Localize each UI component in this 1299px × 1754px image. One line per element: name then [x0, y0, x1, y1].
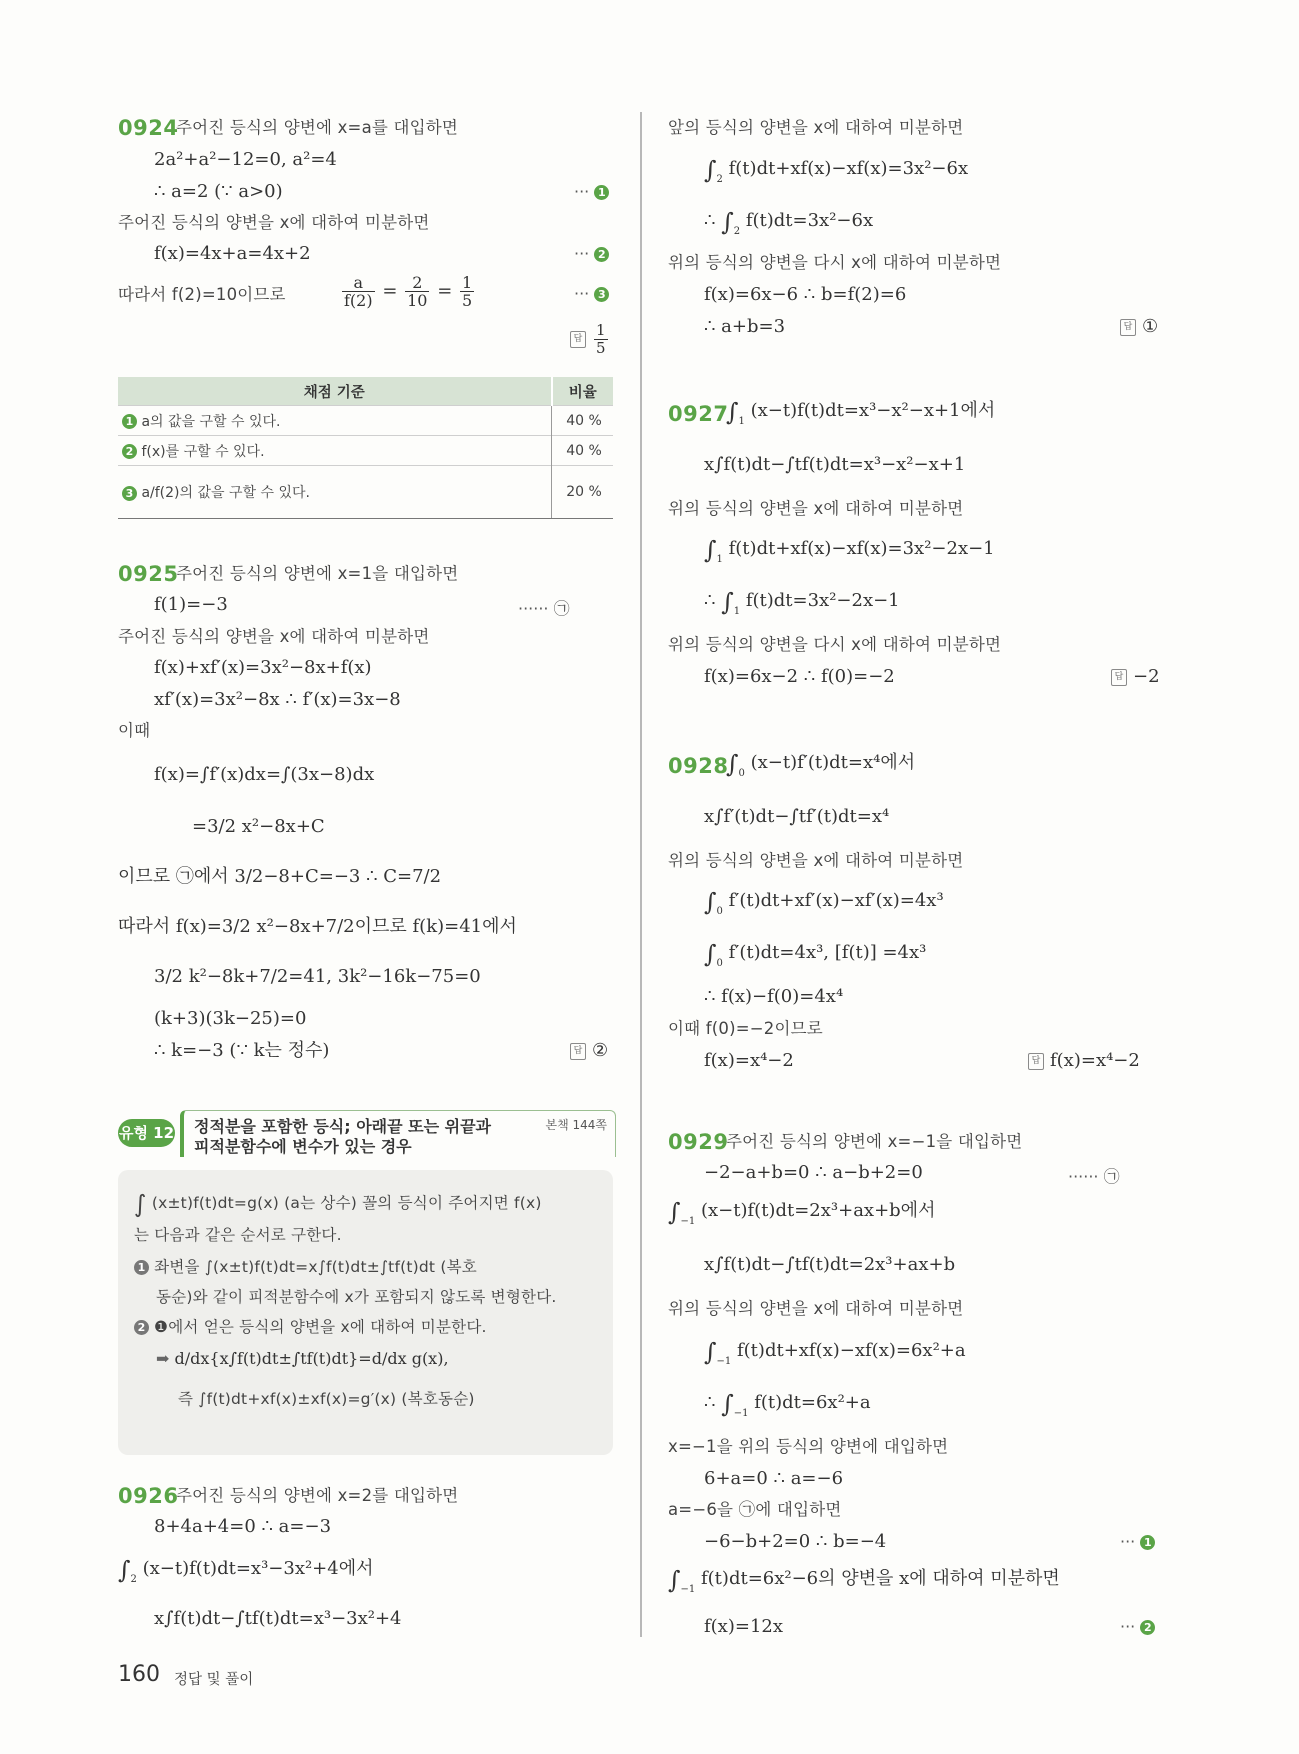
r-line2: $\int_2$ f(t)dt+xf(x)−xf(x)=3x²−6x: [704, 156, 969, 185]
marker-a: ······ ㉠: [518, 599, 570, 618]
summary-line2: 는 다음과 같은 순서로 구한다.: [134, 1226, 342, 1244]
p0924-line3: ∴ a=2 (∵ a>0): [154, 181, 283, 202]
summary-line1: ∫ (x±t)f(t)dt=g(x) (a는 상수) 꼴의 등식이 주어지면 f(x): [134, 1190, 542, 1218]
summary-line3: 1 좌변을 ∫(x±t)f(t)dt=x∫f(t)dt±∫tf(t)dt (복호: [134, 1256, 477, 1278]
answer-0927: 답 −2: [1111, 666, 1160, 687]
step-marker-3: ··· 3: [574, 284, 609, 303]
p0929-line8: x=−1을 위의 등식의 양변에 대입하면: [668, 1437, 949, 1456]
table-row: 3 a/f(2)의 값을 구할 수 있다. 20 %: [118, 466, 613, 519]
p0925-line3: 주어진 등식의 양변을 x에 대하여 미분하면: [118, 627, 430, 646]
table-row: 2 f(x)를 구할 수 있다. 40 %: [118, 436, 613, 466]
problem-number-0926: 0926: [118, 1484, 179, 1508]
page-number: 160: [118, 1662, 160, 1687]
column-divider: [640, 112, 642, 1637]
p0925-line8: =3/2 x²−8x+C: [192, 816, 325, 837]
r-line4: 위의 등식의 양변을 다시 x에 대하여 미분하면: [668, 253, 1002, 272]
p0925-line10: 따라서 f(x)=3/2 x²−8x+7/2이므로 f(k)=41에서: [118, 916, 517, 937]
p0925-line4: f(x)+xf′(x)=3x²−8x+f(x): [154, 657, 372, 678]
p0924-line5: f(x)=4x+a=4x+2: [154, 243, 311, 264]
step-marker-2: ··· 2: [1120, 1617, 1155, 1636]
problem-number-0928: 0928: [668, 754, 729, 778]
p0924-line2: 2a²+a²−12=0, a²=4: [154, 149, 337, 170]
p0929-line7: ∴ $\int_{-1}$ f(t)dt=6x²+a: [704, 1390, 871, 1419]
textbook-reference: 본책 144쪽: [545, 1118, 607, 1132]
p0925-line11: 3/2 k²−8k+7/2=41, 3k²−16k−75=0: [154, 966, 481, 987]
r-line1: 앞의 등식의 양변을 x에 대하여 미분하면: [668, 118, 964, 137]
summary-line6: ➡ d/dx{x∫f(t)dt±∫tf(t)dt}=d/dx g(x),: [156, 1349, 449, 1368]
p0926-line3: $\int_2$ (x−t)f(t)dt=x³−3x²+4에서: [118, 1556, 374, 1585]
p0929-line1: 주어진 등식의 양변에 x=−1을 대입하면: [726, 1132, 1023, 1151]
p0927-line2: x∫f(t)dt−∫tf(t)dt=x³−x²−x+1: [704, 454, 966, 475]
scoring-header-ratio: 비율: [552, 377, 614, 406]
type-12-summary: [118, 1170, 613, 1455]
p0929-line12: $\int_{-1}$ f(t)dt=6x²−6의 양변을 x에 대하여 미분하면: [668, 1566, 1060, 1595]
p0928-line7: 이때 f(0)=−2이므로: [668, 1019, 823, 1038]
r-line5: f(x)=6x−6 ∴ b=f(2)=6: [704, 284, 907, 305]
p0928-line1: $\int_0$ (x−t)f′(t)dt=x⁴에서: [726, 750, 916, 779]
p0929-line11: −6−b+2=0 ∴ b=−4: [704, 1531, 887, 1552]
p0928-line8: f(x)=x⁴−2: [704, 1050, 794, 1071]
p0925-line2: f(1)=−3: [154, 594, 228, 615]
p0928-line3: 위의 등식의 양변을 x에 대하여 미분하면: [668, 851, 964, 870]
page-section-label: 정답 및 풀이: [174, 1672, 254, 1688]
r-line6: ∴ a+b=3: [704, 316, 786, 337]
problem-number-0924: 0924: [118, 116, 179, 140]
p0924-line4: 주어진 등식의 양변을 x에 대하여 미분하면: [118, 213, 430, 232]
p0929-line10: a=−6을 ㉠에 대입하면: [668, 1500, 842, 1519]
p0924-line1: 주어진 등식의 양변에 x=a를 대입하면: [176, 118, 459, 137]
type-tag: 유형 12: [118, 1119, 175, 1147]
p0927-line1: $\int_1$ (x−t)f(t)dt=x³−x²−x+1에서: [726, 398, 996, 427]
r-line3: ∴ $\int_2$ f(t)dt=3x²−6x: [704, 208, 874, 237]
p0927-line7: f(x)=6x−2 ∴ f(0)=−2: [704, 666, 895, 687]
p0929-line9: 6+a=0 ∴ a=−6: [704, 1468, 844, 1489]
type-title-line1: 정적분을 포함한 등식; 아래끝 또는 위끝과: [194, 1117, 492, 1136]
p0927-line3: 위의 등식의 양변을 x에 대하여 미분하면: [668, 499, 964, 518]
type-title-box: [180, 1110, 616, 1157]
p0927-line5: ∴ $\int_1$ f(t)dt=3x²−2x−1: [704, 588, 900, 617]
type-title-line2: 피적분함수에 변수가 있는 경우: [194, 1137, 412, 1156]
answer-icon: 답: [1028, 1053, 1044, 1070]
problem-number-0927: 0927: [668, 402, 729, 426]
type-12-header: [118, 1110, 613, 1160]
p0927-line6: 위의 등식의 양변을 다시 x에 대하여 미분하면: [668, 635, 1002, 654]
answer-0928: 답 f(x)=x⁴−2: [1028, 1050, 1140, 1071]
summary-line4: 동순)와 같이 피적분함수에 x가 포함되지 않도록 변형한다.: [156, 1288, 557, 1306]
problem-number-0925: 0925: [118, 562, 179, 586]
p0928-line4: $\int_0$ f′(t)dt+xf′(x)−xf′(x)=4x³: [704, 888, 944, 917]
p0925-line6: 이때: [118, 721, 151, 740]
step-marker-1: ··· 1: [1120, 1532, 1155, 1551]
p0929-line4: x∫f(t)dt−∫tf(t)dt=2x³+ax+b: [704, 1254, 956, 1275]
answer-0926: 답 ①: [1120, 316, 1158, 337]
table-row: 1 a의 값을 구할 수 있다. 40 %: [118, 406, 613, 436]
answer-0924: 답 $\frac{1}{5}$: [570, 322, 610, 357]
p0929-line5: 위의 등식의 양변을 x에 대하여 미분하면: [668, 1299, 964, 1318]
answer-icon: 답: [570, 1043, 586, 1060]
scoring-table: [118, 377, 613, 519]
marker-a: ······ ㉠: [1068, 1167, 1120, 1186]
answer-icon: 답: [1120, 319, 1136, 336]
p0929-line13: f(x)=12x: [704, 1616, 783, 1637]
step-marker-1: ··· 1: [574, 182, 609, 201]
answer-icon: 답: [1111, 669, 1127, 686]
p0928-line6: ∴ f(x)−f(0)=4x⁴: [704, 986, 844, 1007]
p0924-line6: 따라서 f(2)=10이므로: [118, 285, 286, 304]
summary-line7: 즉 ∫f(t)dt+xf(x)±xf(x)=g′(x) (복호동순): [178, 1390, 475, 1408]
p0924-fraction: $\frac{a}{f(2)}$ = $\frac{2}{10}$ = $\frac{1}{5}$: [344, 273, 473, 310]
p0926-line1: 주어진 등식의 양변에 x=2를 대입하면: [176, 1486, 459, 1505]
answer-0925: 답 ②: [570, 1040, 608, 1061]
p0925-line9: 이므로 ㉠에서 3/2−8+C=−3 ∴ C=7/2: [118, 866, 442, 887]
p0928-line2: x∫f′(t)dt−∫tf′(t)dt=x⁴: [704, 806, 890, 827]
p0925-line5: xf′(x)=3x²−8x ∴ f′(x)=3x−8: [154, 689, 401, 710]
p0925-line7: f(x)=∫f′(x)dx=∫(3x−8)dx: [154, 764, 375, 785]
answer-icon: 답: [570, 331, 586, 348]
p0926-line2: 8+4a+4=0 ∴ a=−3: [154, 1516, 332, 1537]
step-marker-2: ··· 2: [574, 244, 609, 263]
p0925-line13: ∴ k=−3 (∵ k는 정수): [154, 1040, 330, 1061]
p0929-line2: −2−a+b=0 ∴ a−b+2=0: [704, 1162, 923, 1183]
p0925-line1: 주어진 등식의 양변에 x=1을 대입하면: [176, 564, 459, 583]
p0926-line4: x∫f(t)dt−∫tf(t)dt=x³−3x²+4: [154, 1608, 402, 1629]
p0929-line6: $\int_{-1}$ f(t)dt+xf(x)−xf(x)=6x²+a: [704, 1338, 966, 1367]
scoring-header-criteria: 채점 기준: [118, 377, 552, 406]
summary-line5: 2 ❶에서 얻은 등식의 양변을 x에 대하여 미분한다.: [134, 1316, 487, 1338]
p0929-line3: $\int_{-1}$ (x−t)f(t)dt=2x³+ax+b에서: [668, 1198, 936, 1227]
p0925-line12: (k+3)(3k−25)=0: [154, 1008, 307, 1029]
p0927-line4: $\int_1$ f(t)dt+xf(x)−xf(x)=3x²−2x−1: [704, 536, 995, 565]
problem-number-0929: 0929: [668, 1130, 729, 1154]
p0928-line5: $\int_0$ f′(t)dt=4x³, [f(t)] =4x³: [704, 940, 927, 969]
